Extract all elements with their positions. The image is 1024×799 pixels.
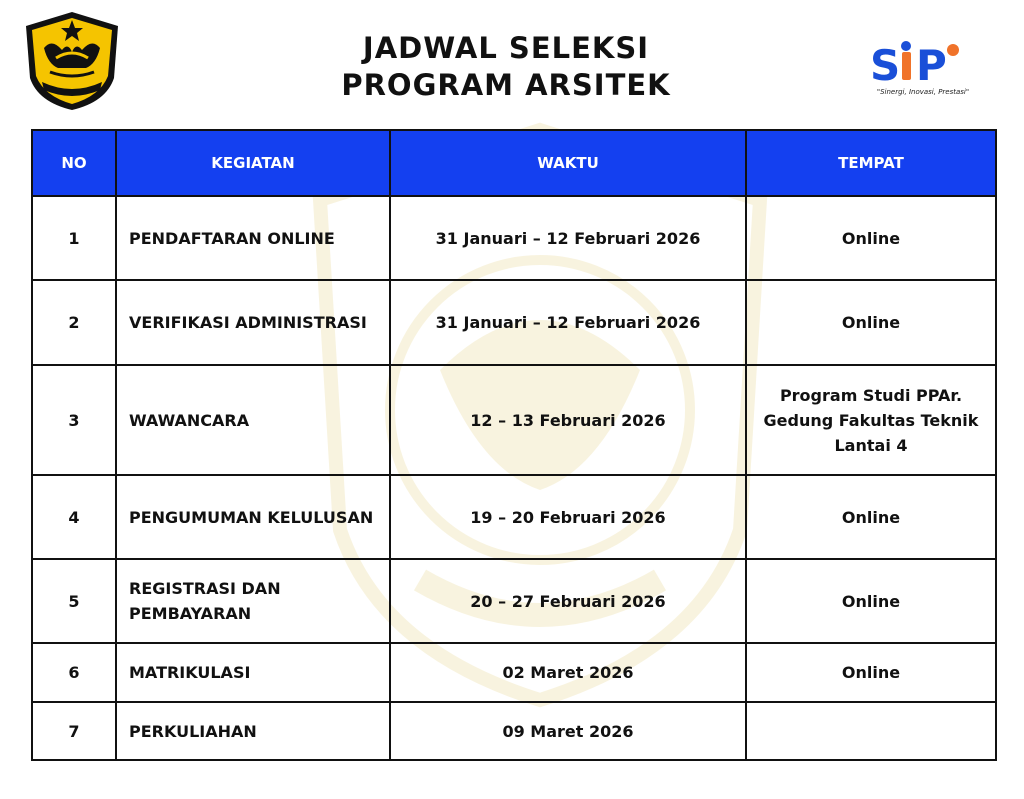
header-kegiatan: KEGIATAN [116, 130, 390, 196]
schedule-table [31, 129, 997, 761]
table-row [32, 280, 996, 365]
table-row [32, 559, 996, 643]
university-logo [22, 8, 122, 112]
row-no: 2 [32, 280, 116, 365]
table-row [32, 643, 996, 702]
row-tempat: Program Studi PPAr. Gedung Fakultas Teknik Lantai 4 [746, 365, 996, 475]
row-waktu: 20 – 27 Februari 2026 [390, 559, 746, 643]
table-row [32, 702, 996, 760]
table-header-row [32, 130, 996, 196]
row-tempat: Online [746, 280, 996, 365]
sip-logo-mark [868, 40, 978, 86]
header-waktu: WAKTU [390, 130, 746, 196]
table-row [32, 196, 996, 280]
title-line-2: PROGRAM ARSITEK [341, 68, 671, 102]
row-no: 4 [32, 475, 116, 559]
sip-logo [868, 40, 978, 102]
row-waktu: 09 Maret 2026 [390, 702, 746, 760]
row-tempat: Online [746, 196, 996, 280]
row-tempat [746, 702, 996, 760]
row-waktu: 31 Januari – 12 Februari 2026 [390, 280, 746, 365]
header-no: NO [32, 130, 116, 196]
row-waktu: 02 Maret 2026 [390, 643, 746, 702]
row-kegiatan: MATRIKULASI [116, 643, 390, 702]
row-tempat: Online [746, 475, 996, 559]
row-waktu: 19 – 20 Februari 2026 [390, 475, 746, 559]
row-kegiatan: WAWANCARA [116, 365, 390, 475]
row-kegiatan: PERKULIAHAN [116, 702, 390, 760]
row-kegiatan: PENGUMUMAN KELULUSAN [116, 475, 390, 559]
row-kegiatan: VERIFIKASI ADMINISTRASI [116, 280, 390, 365]
row-tempat: Online [746, 559, 996, 643]
row-kegiatan: REGISTRASI DAN PEMBAYARAN [116, 559, 390, 643]
table-row [32, 365, 996, 475]
row-waktu: 31 Januari – 12 Februari 2026 [390, 196, 746, 280]
page-title [250, 30, 762, 104]
sip-tagline: "Sinergi, Inovasi, Prestasi" [876, 88, 970, 96]
table-row [32, 475, 996, 559]
row-waktu: 12 – 13 Februari 2026 [390, 365, 746, 475]
row-no: 1 [32, 196, 116, 280]
title-line-1: JADWAL SELEKSI [362, 31, 650, 65]
row-no: 3 [32, 365, 116, 475]
row-kegiatan: PENDAFTARAN ONLINE [116, 196, 390, 280]
svg-text:S: S [870, 41, 901, 86]
header-tempat: TEMPAT [746, 130, 996, 196]
row-no: 6 [32, 643, 116, 702]
row-no: 5 [32, 559, 116, 643]
row-no: 7 [32, 702, 116, 760]
row-tempat: Online [746, 643, 996, 702]
svg-text:P: P [916, 41, 947, 86]
